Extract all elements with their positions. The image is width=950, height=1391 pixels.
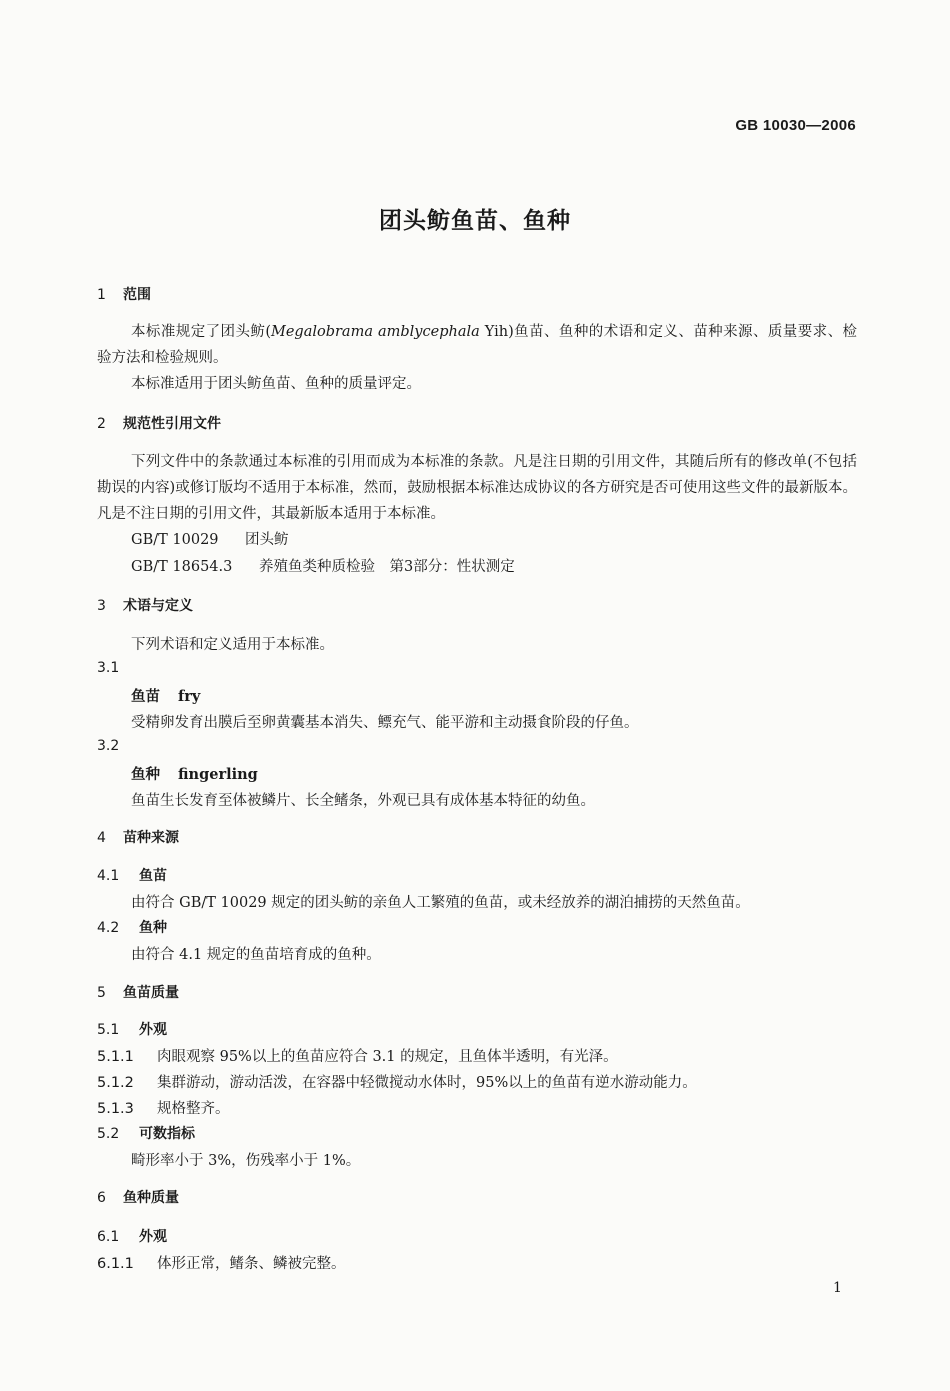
clause-item: [97, 1045, 618, 1066]
section-title: 鱼苗质量: [123, 985, 179, 1001]
subsection-text: 畸形率小于 3%，伤残率小于 1%。: [131, 1153, 361, 1169]
section-number: 1: [97, 287, 106, 303]
section-2-heading: [97, 413, 221, 433]
section-6-heading: [97, 1187, 179, 1207]
subsection-heading: [97, 1019, 167, 1039]
section-4-heading: [97, 827, 179, 847]
reference-item: [131, 528, 289, 549]
section-5-heading: [97, 982, 179, 1002]
section-title: 规范性引用文件: [123, 416, 221, 432]
clause-number: 5.1.2: [97, 1075, 134, 1091]
subsection-heading: [97, 865, 167, 885]
subsection-heading: [97, 1123, 195, 1143]
text-run: 本标准规定了团头鲂(: [131, 324, 271, 340]
term-en: fry: [178, 688, 201, 705]
section-number: 6: [97, 1190, 106, 1206]
clause-number: 6.1.1: [97, 1256, 134, 1272]
subsection-title: 外观: [139, 1022, 167, 1038]
subsection-title: 可数指标: [139, 1126, 195, 1142]
term-zh: 鱼种: [131, 767, 160, 783]
clause-text: 规格整齐。: [157, 1101, 230, 1117]
subsection-text: 由符合 GB/T 10029 规定的团头鲂的亲鱼人工繁殖的鱼苗，或未经放养的湖泊捕捞的天然鱼苗。: [131, 895, 750, 911]
reference-name: 养殖鱼类种质检验 第3部分：性状测定: [259, 559, 515, 575]
section-number: 4: [97, 830, 106, 846]
subsection-title: 外观: [139, 1229, 167, 1245]
section-2-paragraph: 下列文件中的条款通过本标准的引用而成为本标准的条款。凡是注日期的引用文件，其随后所有的修改单(不包括勘误的内容)或修订版均不适用于本标准，然而，鼓励根据本标准达成协议的各方研究是否可使用这些文件的最新版本。凡是不注日期的引用文件，其最新版本适用于本标准。: [97, 454, 857, 522]
section-title: 鱼种质量: [123, 1190, 179, 1206]
term-heading: [131, 763, 258, 784]
term-definition: 鱼苗生长发育至体被鳞片、长全鳍条，外观已具有成体基本特征的幼鱼。: [131, 793, 595, 809]
section-1-paragraph-1: [97, 319, 857, 371]
latin-name: Megalobrama amblycephala: [270, 324, 480, 340]
section-number: 5: [97, 985, 106, 1001]
page-number: 1: [833, 1280, 842, 1296]
subsection-heading: [97, 1226, 167, 1246]
term-definition: 受精卵发育出膜后至卵黄囊基本消失、鳔充气、能平游和主动摄食阶段的仔鱼。: [131, 715, 639, 731]
clause-number: 5.1.3: [97, 1101, 134, 1117]
clause-item: [97, 1071, 697, 1092]
clause-item: [97, 1097, 230, 1118]
document-title: 团头鲂鱼苗、鱼种: [379, 208, 571, 234]
subsection-title: 鱼种: [139, 920, 167, 936]
clause-text: 体形正常，鳍条、鳞被完整。: [157, 1256, 346, 1272]
term-zh: 鱼苗: [131, 689, 160, 705]
term-en: fingerling: [178, 766, 258, 783]
text-run: Yih)鱼苗、鱼种的术语和定义、苗种来源、质量要求、检验方法和检验规则。: [97, 324, 857, 366]
subsection-number: 6.1: [97, 1229, 120, 1245]
subsection-heading: [97, 917, 167, 937]
reference-code: GB/T 10029: [131, 532, 219, 548]
clause-number: 5.1.1: [97, 1049, 134, 1065]
subsection-text: 由符合 4.1 规定的鱼苗培育成的鱼种。: [131, 947, 381, 963]
reference-name: 团头鲂: [245, 532, 289, 548]
section-3-heading: [97, 595, 193, 615]
clause-text: 肉眼观察 95%以上的鱼苗应符合 3.1 的规定，且鱼体半透明，有光泽。: [157, 1049, 618, 1065]
subsection-number: 4.2: [97, 920, 120, 936]
section-title: 苗种来源: [123, 830, 179, 846]
section-1-paragraph-2: 本标准适用于团头鲂鱼苗、鱼种的质量评定。: [131, 376, 421, 392]
reference-code: GB/T 18654.3: [131, 559, 233, 575]
section-3-paragraph: 下列术语和定义适用于本标准。: [131, 637, 334, 653]
subsection-number: 4.1: [97, 868, 120, 884]
clause-text: 集群游动，游动活泼，在容器中轻微搅动水体时，95%以上的鱼苗有逆水游动能力。: [157, 1075, 697, 1091]
subsection-number: 5.1: [97, 1022, 120, 1038]
term-number: 3.2: [97, 738, 120, 754]
section-1-heading: [97, 284, 151, 304]
term-number: 3.1: [97, 660, 120, 676]
clause-item: [97, 1252, 346, 1273]
section-title: 术语与定义: [123, 598, 193, 614]
section-number: 3: [97, 598, 106, 614]
section-number: 2: [97, 416, 106, 432]
reference-item: [131, 555, 515, 576]
subsection-number: 5.2: [97, 1126, 120, 1142]
term-heading: [131, 685, 200, 706]
section-title: 范围: [123, 287, 151, 303]
subsection-title: 鱼苗: [139, 868, 167, 884]
standard-code: GB 10030—2006: [735, 117, 856, 134]
